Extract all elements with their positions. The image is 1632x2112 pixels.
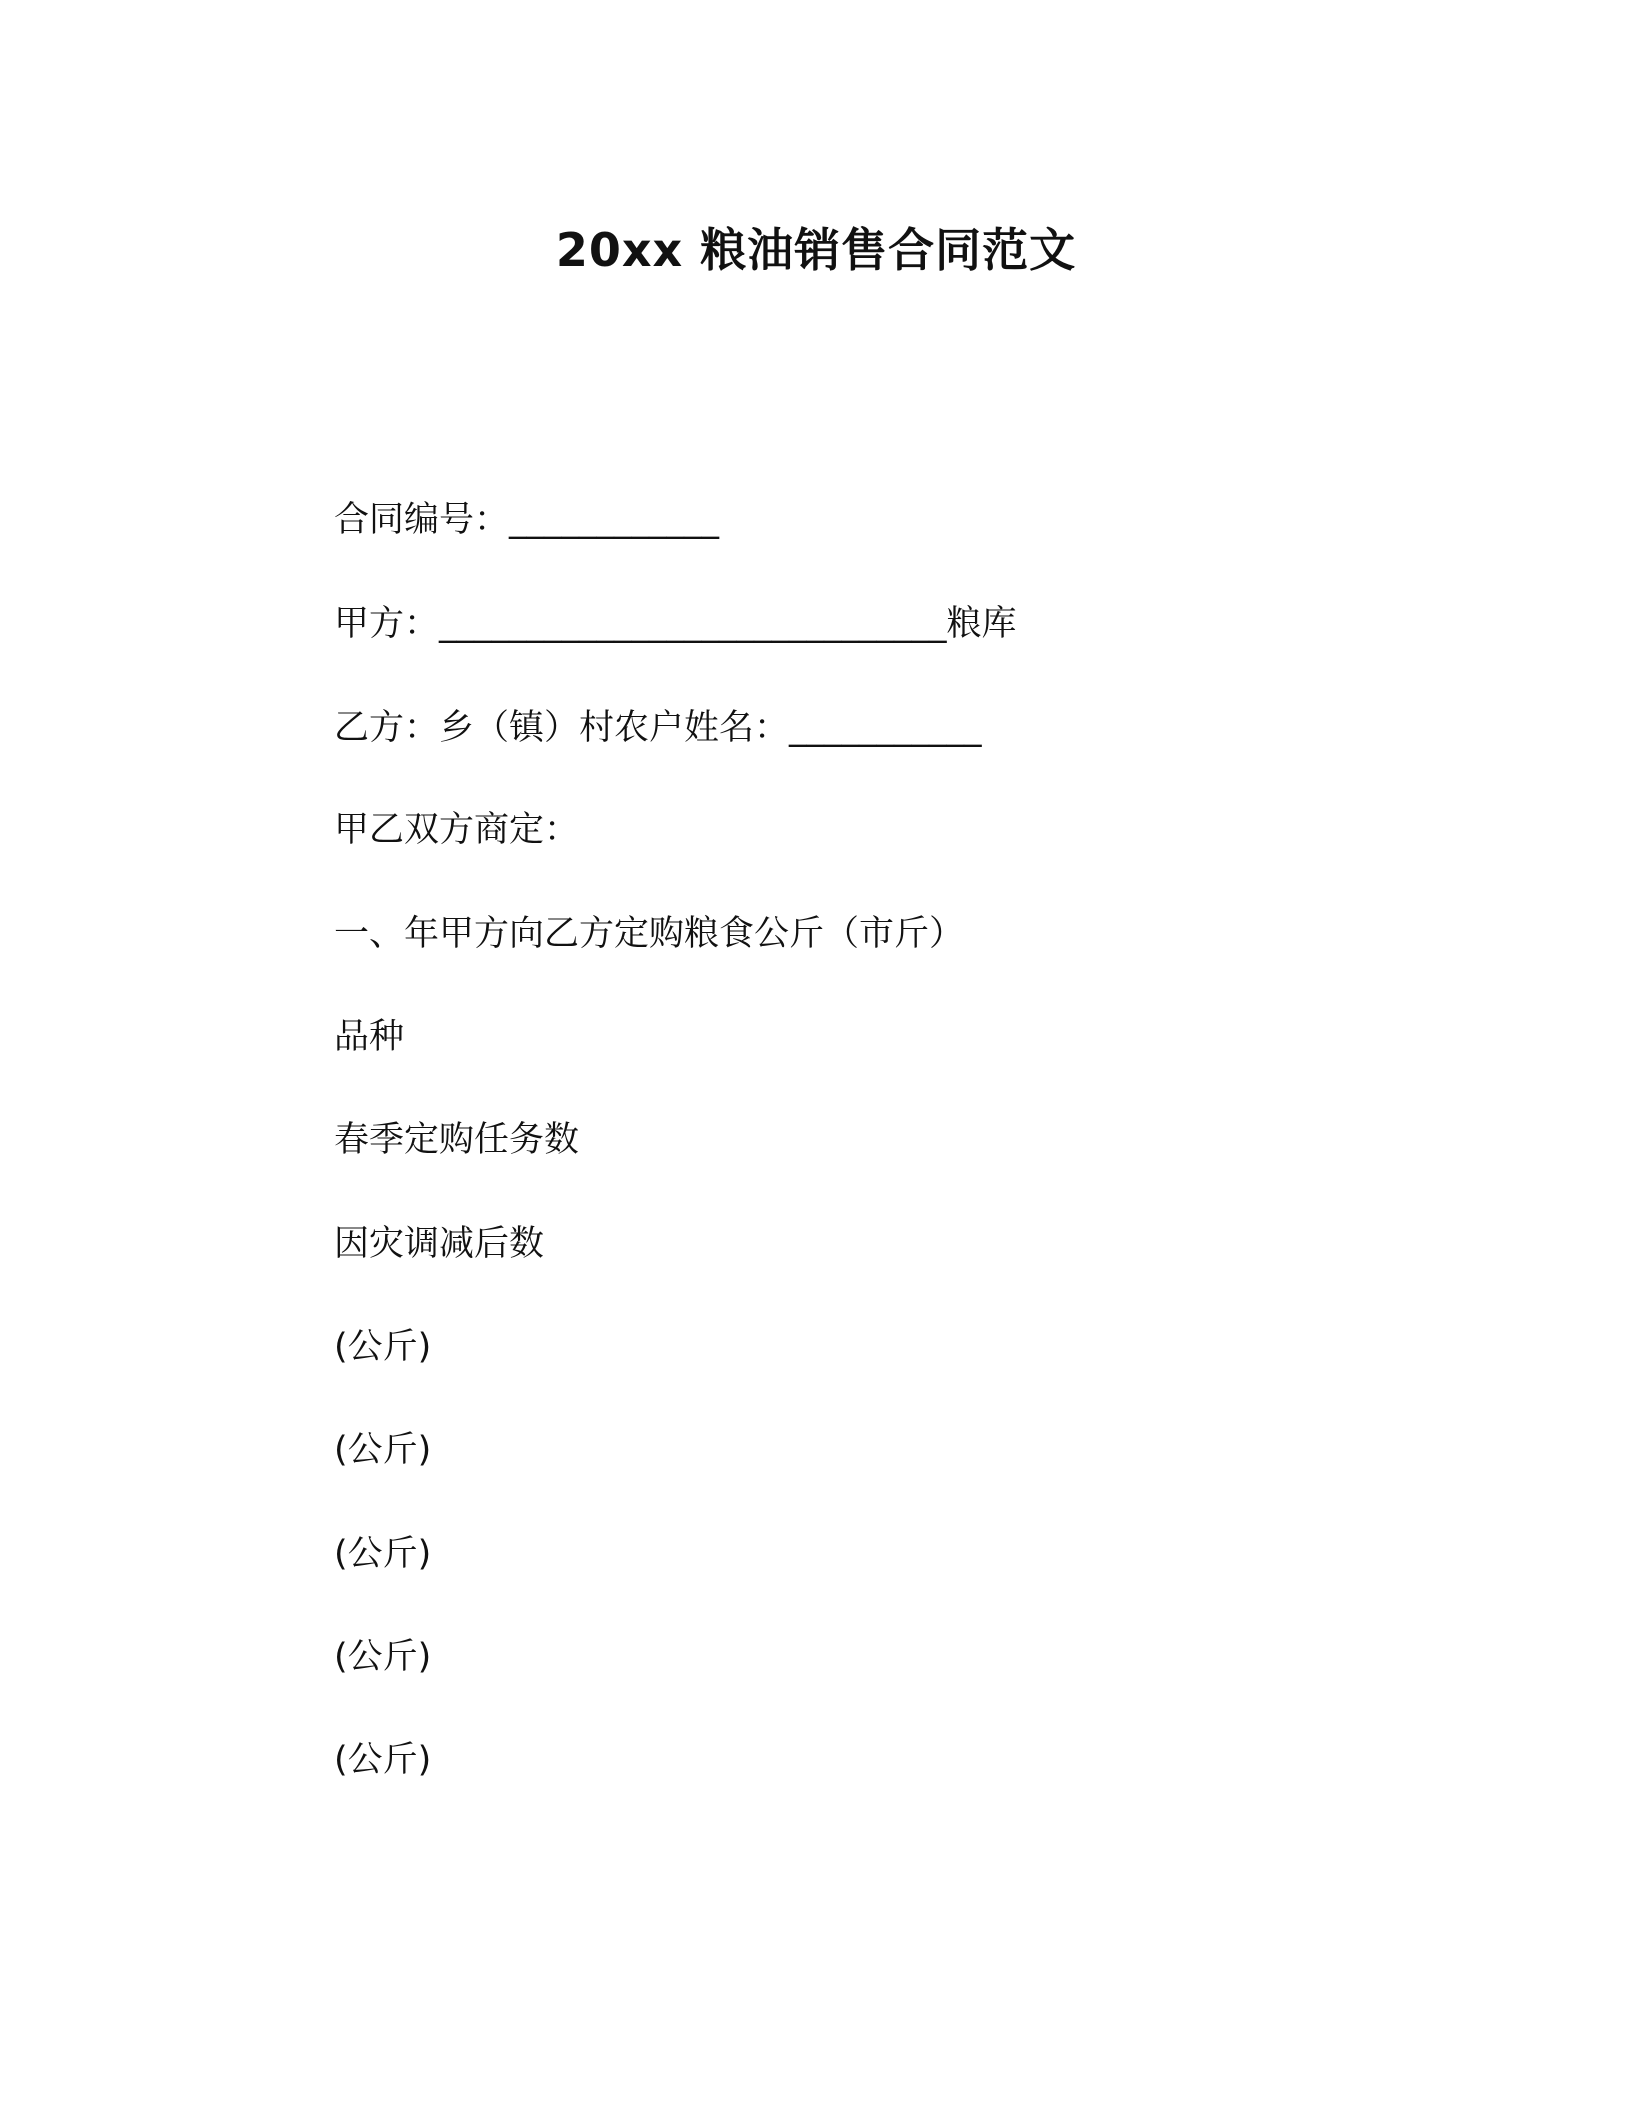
unit-line: (公斤) bbox=[334, 1327, 432, 1367]
contract-number-line: 合同编号：____________ bbox=[334, 500, 720, 540]
agreement-intro: 甲乙双方商定： bbox=[334, 810, 580, 850]
unit-line: (公斤) bbox=[334, 1534, 432, 1574]
clause-one: 一、年甲方向乙方定购粮食公斤（市斤） bbox=[334, 914, 965, 954]
party-a-line: 甲方：_____________________________粮库 bbox=[334, 604, 1017, 644]
spring-quota-label: 春季定购任务数 bbox=[334, 1120, 580, 1160]
unit-line: (公斤) bbox=[334, 1740, 432, 1780]
unit-line: (公斤) bbox=[334, 1430, 432, 1470]
page-title: 20xx 粮油销售合同范文 bbox=[555, 223, 1077, 277]
unit-line: (公斤) bbox=[334, 1637, 432, 1677]
party-b-line: 乙方：乡（镇）村农户姓名：___________ bbox=[334, 708, 982, 748]
variety-label: 品种 bbox=[334, 1017, 405, 1057]
disaster-adjusted-label: 因灾调减后数 bbox=[334, 1224, 545, 1264]
